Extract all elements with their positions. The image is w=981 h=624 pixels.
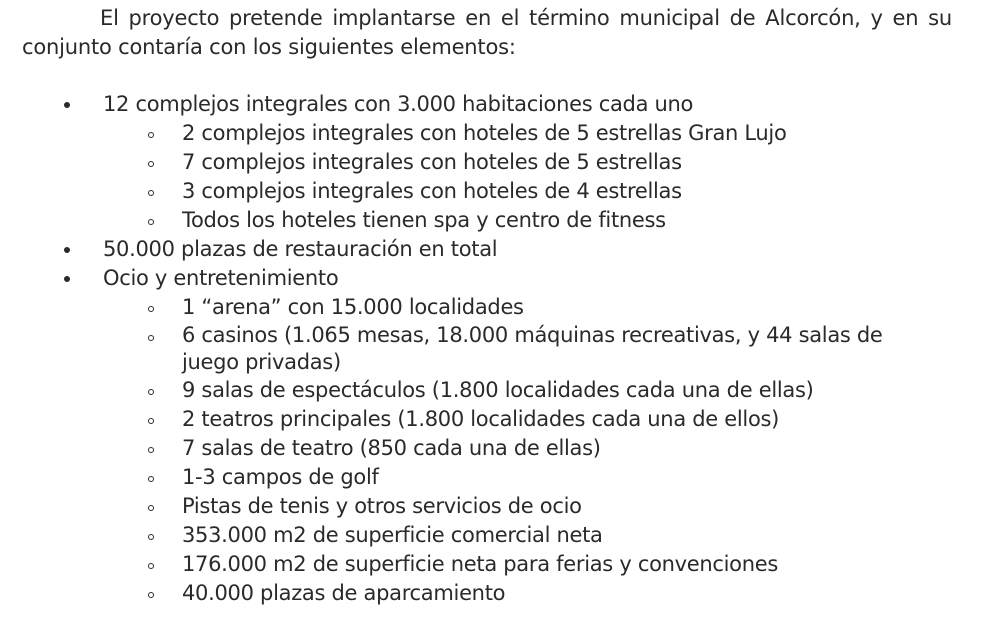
bullet-circle-icon <box>148 534 154 540</box>
sub-list-item <box>0 376 981 405</box>
sub-list-item <box>0 148 981 177</box>
bullet-circle-icon <box>148 132 154 138</box>
bullet-disc-icon <box>64 247 70 253</box>
sub-list-item <box>0 492 981 521</box>
bullet-circle-icon <box>148 335 154 341</box>
sub-list-item-text: 6 casinos (1.065 mesas, 18.000 máquinas recreativas, y 44 salas de <box>182 323 883 347</box>
sub-list-item-text: 176.000 m2 de superficie neta para ferias y convenciones <box>182 552 778 576</box>
elements-list <box>0 90 981 608</box>
sub-list-item-text: 9 salas de espectáculos (1.800 localidades cada una de ellas) <box>182 378 814 402</box>
sub-list-item <box>0 550 981 579</box>
list-item-text: 12 complejos integrales con 3.000 habitaciones cada uno <box>103 92 694 116</box>
intro-paragraph: El proyecto pretende implantarse en el término municipal de Alcorcón, y en su conjunto contaría con los siguientes elementos: <box>22 6 952 59</box>
bullet-circle-icon <box>148 447 154 453</box>
sub-list-item <box>0 521 981 550</box>
bullet-circle-icon <box>148 418 154 424</box>
bullet-circle-icon <box>148 563 154 569</box>
list-item-text: Ocio y entretenimiento <box>103 266 339 290</box>
bullet-circle-icon <box>148 161 154 167</box>
sub-list-item-text: 1 “arena” con 15.000 localidades <box>182 295 524 319</box>
sub-list-item-text: Todos los hoteles tienen spa y centro de fitness <box>182 208 666 232</box>
bullet-circle-icon <box>148 505 154 511</box>
sub-list-item <box>0 322 981 376</box>
sub-list-item <box>0 177 981 206</box>
sub-list-item <box>0 579 981 608</box>
sub-list-item <box>0 463 981 492</box>
sub-list-item-text: 353.000 m2 de superficie comercial neta <box>182 523 603 547</box>
bullet-circle-icon <box>148 389 154 395</box>
bullet-circle-icon <box>148 476 154 482</box>
bullet-disc-icon <box>64 102 70 108</box>
sub-list-item-text-wrapped <box>182 322 952 376</box>
sub-list-item <box>0 293 981 322</box>
sub-list-item <box>0 434 981 463</box>
sub-list-item-text: 40.000 plazas de aparcamiento <box>182 581 506 605</box>
list-item <box>0 90 981 119</box>
bullet-circle-icon <box>148 306 154 312</box>
sub-list-item <box>0 206 981 235</box>
list-item <box>0 235 981 264</box>
sub-list-item-text: 7 complejos integrales con hoteles de 5 estrellas <box>182 150 682 174</box>
bullet-disc-icon <box>64 276 70 282</box>
bullet-circle-icon <box>148 592 154 598</box>
sub-list-item-text-continuation: juego privadas) <box>182 350 341 374</box>
sub-list-item-text: 2 complejos integrales con hoteles de 5 estrellas Gran Lujo <box>182 121 787 145</box>
bullet-circle-icon <box>148 190 154 196</box>
sub-list-item <box>0 405 981 434</box>
sub-list-item-text: 1-3 campos de golf <box>182 465 379 489</box>
sub-list-item-text: Pistas de tenis y otros servicios de ocio <box>182 494 582 518</box>
bullet-circle-icon <box>148 219 154 225</box>
sub-list-item-text: 3 complejos integrales con hoteles de 4 estrellas <box>182 179 682 203</box>
list-item <box>0 264 981 293</box>
sub-list-item-text: 2 teatros principales (1.800 localidades cada una de ellos) <box>182 407 780 431</box>
sub-list-item-text: 7 salas de teatro (850 cada una de ellas) <box>182 436 601 460</box>
list-item-text: 50.000 plazas de restauración en total <box>103 237 498 261</box>
sub-list-item <box>0 119 981 148</box>
